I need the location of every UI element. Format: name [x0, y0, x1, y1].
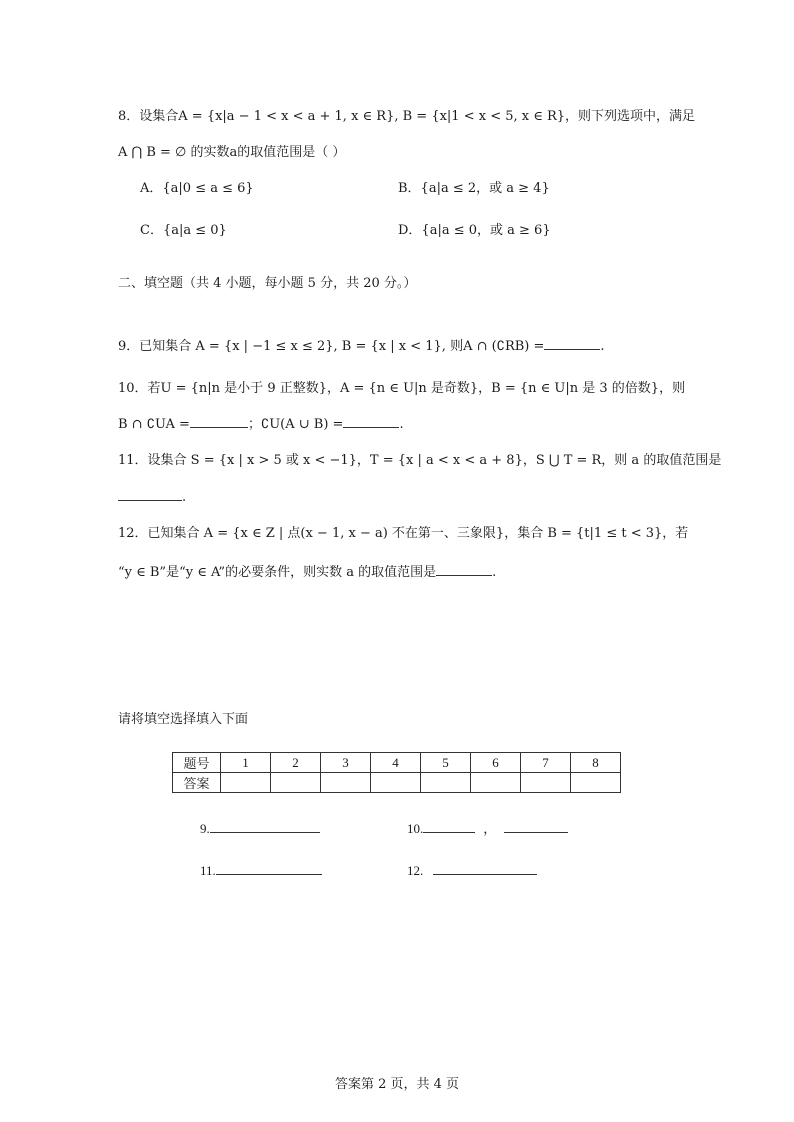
question-number-7: 7	[521, 753, 571, 773]
q8-option-c: C．{a|a ≤ 0}	[140, 223, 227, 238]
q8-line2: A ⋂ B = ∅ 的实数a的取值范围是（ ）	[118, 145, 346, 160]
fill-12-label: 12.	[407, 863, 424, 878]
page-footer: 答案第 2 页，共 4 页	[334, 1077, 460, 1092]
answer-table-row-answers	[173, 773, 621, 793]
q12-line2	[118, 562, 496, 583]
q8-line1: 8．设集合A = {x|a − 1 < x < a + 1, x ∈ R}, B = {x|1 < x < 5, x ∈ R}，则下列选项中，满足	[118, 109, 696, 124]
question-number-3: 3	[321, 753, 371, 773]
q11-line2	[118, 487, 186, 508]
fill-12	[407, 861, 537, 880]
row-header-number: 题号	[173, 753, 221, 773]
answer-cell-2[interactable]	[271, 773, 321, 793]
answer-table	[172, 752, 621, 793]
fill-11-label: 11.	[200, 863, 216, 878]
answer-cell-1[interactable]	[221, 773, 271, 793]
question-number-8: 8	[571, 753, 621, 773]
q10-blank-1	[190, 414, 248, 428]
fill-10-blank-1[interactable]	[423, 819, 475, 833]
answer-cell-4[interactable]	[371, 773, 421, 793]
q12-end: .	[492, 565, 497, 580]
fill-11-blank[interactable]	[216, 861, 322, 875]
q10-line1: 10．若U = {n|n 是小于 9 正整数}，A = {n ∈ U|n 是奇数}，B = {n ∈ U|n 是 3 的倍数}，则	[118, 381, 686, 396]
q11-blank	[118, 487, 182, 501]
q12-blank	[436, 562, 492, 576]
q9-line	[118, 336, 605, 357]
fill-9	[200, 819, 320, 838]
q10-end: .	[399, 417, 404, 432]
answer-cell-3[interactable]	[321, 773, 371, 793]
fill-10-sep: ，	[483, 821, 497, 836]
q11-line1: 11．设集合 S = {x | x > 5 或 x < −1}，T = {x | a < x < a + 8}，S ⋃ T = R，则 a 的取值范围是	[118, 453, 722, 468]
answer-instruction: 请将填空选择填入下面	[118, 712, 249, 727]
q8-option-a: A．{a|0 ≤ a ≤ 6}	[140, 181, 254, 196]
q9-blank	[544, 336, 600, 350]
fill-9-label: 9.	[200, 821, 210, 836]
answer-cell-8[interactable]	[571, 773, 621, 793]
answer-cell-5[interactable]	[421, 773, 471, 793]
section2-title: 二、填空题（共 4 小题，每小题 5 分，共 20 分。）	[118, 276, 417, 291]
answer-cell-7[interactable]	[521, 773, 571, 793]
q9-text: 9．已知集合 A = {x | −1 ≤ x ≤ 2}, B = {x | x < 1}, 则A ∩ (∁RB) =	[118, 339, 545, 354]
q12-text: “y ∈ B”是“y ∈ A”的必要条件，则实数 a 的取值范围是	[118, 565, 437, 580]
row-header-answer: 答案	[173, 773, 221, 793]
question-number-6: 6	[471, 753, 521, 773]
fill-11	[200, 861, 322, 880]
fill-9-blank[interactable]	[210, 819, 320, 833]
question-number-5: 5	[421, 753, 471, 773]
fill-10	[407, 819, 568, 838]
q10-part1: B ∩ ∁UA =	[118, 417, 190, 432]
fill-10-blank-2[interactable]	[504, 819, 568, 833]
q9-end: .	[600, 339, 605, 354]
question-number-1: 1	[221, 753, 271, 773]
q12-line1: 12．已知集合 A = {x ∈ Z | 点(x − 1, x − a) 不在第一、三象限}，集合 B = {t|1 ≤ t < 3}，若	[118, 526, 689, 541]
q11-end: .	[182, 490, 187, 505]
question-number-2: 2	[271, 753, 321, 773]
question-number-4: 4	[371, 753, 421, 773]
q10-blank-2	[343, 414, 399, 428]
answer-table-row-numbers	[173, 753, 621, 773]
q8-option-d: D．{a|a ≤ 0，或 a ≥ 6}	[398, 223, 551, 238]
q10-sep: ；∁U(A ∪ B) =	[247, 417, 344, 432]
q8-option-b: B．{a|a ≤ 2，或 a ≥ 4}	[398, 181, 550, 196]
q10-line2	[118, 414, 404, 435]
fill-12-blank[interactable]	[433, 861, 537, 875]
fill-10-label: 10.	[407, 821, 424, 836]
answer-cell-6[interactable]	[471, 773, 521, 793]
